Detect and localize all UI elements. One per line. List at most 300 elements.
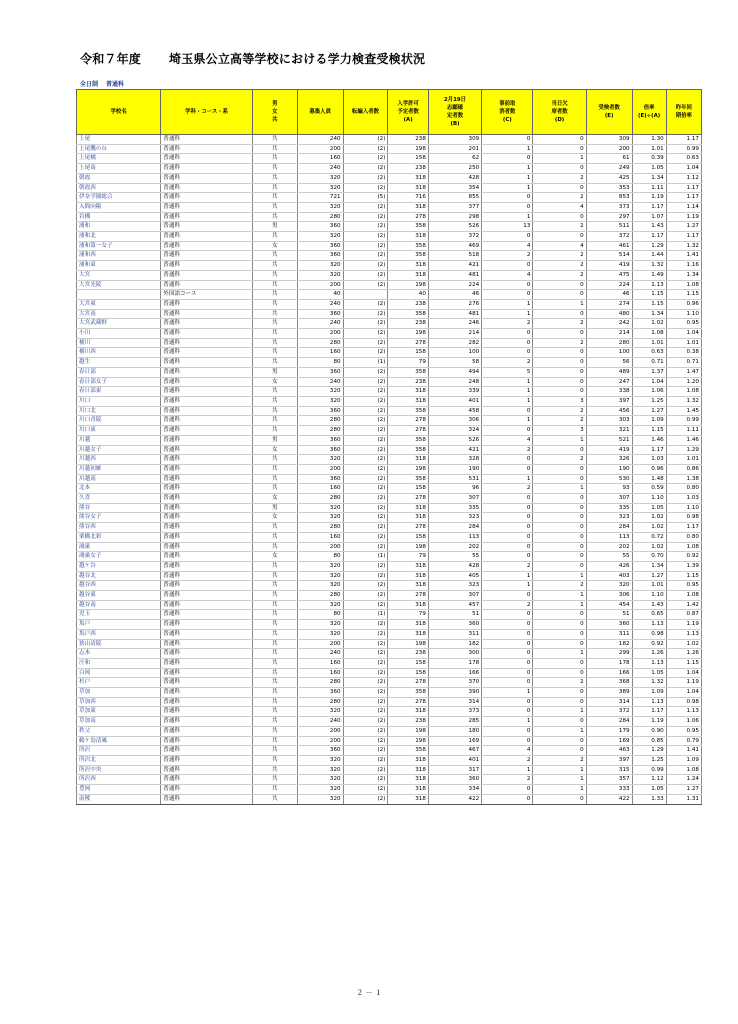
cell-school-name: 久喜 bbox=[77, 494, 161, 504]
table-row bbox=[77, 416, 702, 426]
cell-transfer: (2) bbox=[343, 377, 388, 387]
cell-school-name: 越谷南 bbox=[77, 600, 161, 610]
cell-ratio: 1.01 bbox=[632, 144, 666, 154]
cell-quota: 320 bbox=[297, 396, 343, 406]
cell-admit: 358 bbox=[388, 435, 429, 445]
cell-gender: 共 bbox=[252, 348, 297, 358]
cell-admit: 318 bbox=[388, 396, 429, 406]
cell-transfer: (2) bbox=[343, 222, 388, 232]
cell-examinees: 93 bbox=[586, 484, 632, 494]
cell-quota: 360 bbox=[297, 222, 343, 232]
table-row bbox=[77, 610, 702, 620]
cell-school-name: 所沢中央 bbox=[77, 765, 161, 775]
cell-ratio: 1.19 bbox=[632, 717, 666, 727]
cell-quota: 721 bbox=[297, 193, 343, 203]
cell-withdrawn: 1 bbox=[482, 765, 533, 775]
cell-transfer: (2) bbox=[343, 183, 388, 193]
cell-withdrawn: 0 bbox=[482, 610, 533, 620]
cell-course: 普通科 bbox=[161, 620, 253, 630]
cell-last-ratio: 1.15 bbox=[666, 658, 701, 668]
cell-admit: 318 bbox=[388, 232, 429, 242]
cell-school-name: 志木 bbox=[77, 649, 161, 659]
cell-course: 普通科 bbox=[161, 542, 253, 552]
cell-transfer: (2) bbox=[343, 726, 388, 736]
cell-ratio: 1.13 bbox=[632, 697, 666, 707]
cell-quota: 240 bbox=[297, 717, 343, 727]
cell-transfer: (2) bbox=[343, 620, 388, 630]
cell-examinees: 326 bbox=[586, 455, 632, 465]
table-row bbox=[77, 736, 702, 746]
cell-applicants: 285 bbox=[428, 717, 481, 727]
cell-applicants: 276 bbox=[428, 299, 481, 309]
cell-applicants: 401 bbox=[428, 396, 481, 406]
cell-gender: 男 bbox=[252, 222, 297, 232]
cell-examinees: 190 bbox=[586, 464, 632, 474]
cell-last-ratio: 1.34 bbox=[666, 270, 701, 280]
cell-school-name: 鴻巣女子 bbox=[77, 552, 161, 562]
cell-course: 普通科 bbox=[161, 639, 253, 649]
cell-ratio: 1.12 bbox=[632, 775, 666, 785]
cell-absent: 0 bbox=[533, 736, 586, 746]
cell-last-ratio: 1.15 bbox=[666, 290, 701, 300]
page-title bbox=[80, 50, 453, 67]
cell-quota: 80 bbox=[297, 358, 343, 368]
cell-gender: 共 bbox=[252, 794, 297, 804]
cell-applicants: 421 bbox=[428, 445, 481, 455]
cell-absent: 0 bbox=[533, 367, 586, 377]
cell-absent: 0 bbox=[533, 658, 586, 668]
cell-absent: 2 bbox=[533, 261, 586, 271]
cell-examinees: 360 bbox=[586, 620, 632, 630]
cell-admit: 318 bbox=[388, 620, 429, 630]
cell-quota: 320 bbox=[297, 707, 343, 717]
cell-admit: 318 bbox=[388, 794, 429, 804]
cell-absent: 0 bbox=[533, 746, 586, 756]
cell-applicants: 113 bbox=[428, 532, 481, 542]
cell-ratio: 0.92 bbox=[632, 639, 666, 649]
cell-gender: 共 bbox=[252, 193, 297, 203]
cell-transfer: (2) bbox=[343, 251, 388, 261]
cell-withdrawn: 0 bbox=[482, 707, 533, 717]
cell-withdrawn: 0 bbox=[482, 552, 533, 562]
cell-gender: 共 bbox=[252, 290, 297, 300]
table-row bbox=[77, 678, 702, 688]
cell-school-name: 入間向陽 bbox=[77, 202, 161, 212]
cell-examinees: 372 bbox=[586, 707, 632, 717]
cell-withdrawn: 0 bbox=[482, 591, 533, 601]
cell-school-name: 鶴ケ島清風 bbox=[77, 736, 161, 746]
table-header-row bbox=[77, 90, 702, 135]
cell-examinees: 389 bbox=[586, 688, 632, 698]
cell-admit: 318 bbox=[388, 571, 429, 581]
cell-admit: 318 bbox=[388, 387, 429, 397]
cell-absent: 1 bbox=[533, 484, 586, 494]
cell-last-ratio: 0.95 bbox=[666, 581, 701, 591]
cell-quota: 240 bbox=[297, 135, 343, 145]
cell-withdrawn: 1 bbox=[482, 387, 533, 397]
cell-quota: 280 bbox=[297, 416, 343, 426]
cell-quota: 280 bbox=[297, 591, 343, 601]
cell-school-name: 岩槻 bbox=[77, 212, 161, 222]
cell-absent: 0 bbox=[533, 135, 586, 145]
cell-course: 普通科 bbox=[161, 571, 253, 581]
cell-transfer: (2) bbox=[343, 416, 388, 426]
table-row bbox=[77, 523, 702, 533]
cell-transfer: (2) bbox=[343, 261, 388, 271]
cell-examinees: 297 bbox=[586, 212, 632, 222]
cell-absent: 0 bbox=[533, 348, 586, 358]
cell-transfer: (2) bbox=[343, 173, 388, 183]
cell-school-name: 伊奈学園総合 bbox=[77, 193, 161, 203]
cell-course: 普通科 bbox=[161, 232, 253, 242]
cell-admit: 318 bbox=[388, 600, 429, 610]
cell-withdrawn: 0 bbox=[482, 348, 533, 358]
cell-gender: 共 bbox=[252, 746, 297, 756]
cell-last-ratio: 1.17 bbox=[666, 135, 701, 145]
cell-absent: 0 bbox=[533, 697, 586, 707]
cell-absent: 0 bbox=[533, 183, 586, 193]
cell-withdrawn: 0 bbox=[482, 261, 533, 271]
cell-admit: 358 bbox=[388, 445, 429, 455]
cell-transfer: (2) bbox=[343, 581, 388, 591]
cell-last-ratio: 1.27 bbox=[666, 222, 701, 232]
cell-withdrawn: 1 bbox=[482, 396, 533, 406]
cell-course: 普通科 bbox=[161, 154, 253, 164]
cell-quota: 360 bbox=[297, 435, 343, 445]
cell-gender: 共 bbox=[252, 600, 297, 610]
cell-ratio: 0.72 bbox=[632, 532, 666, 542]
cell-ratio: 1.34 bbox=[632, 309, 666, 319]
cell-withdrawn: 2 bbox=[482, 358, 533, 368]
cell-course: 普通科 bbox=[161, 348, 253, 358]
cell-gender: 男 bbox=[252, 435, 297, 445]
cell-course: 普通科 bbox=[161, 668, 253, 678]
cell-transfer: (2) bbox=[343, 387, 388, 397]
cell-absent: 0 bbox=[533, 503, 586, 513]
table-row bbox=[77, 581, 702, 591]
cell-ratio: 1.30 bbox=[632, 135, 666, 145]
cell-absent: 0 bbox=[533, 212, 586, 222]
cell-withdrawn: 0 bbox=[482, 232, 533, 242]
cell-examinees: 425 bbox=[586, 173, 632, 183]
cell-last-ratio: 1.09 bbox=[666, 756, 701, 766]
cell-applicants: 481 bbox=[428, 309, 481, 319]
cell-examinees: 320 bbox=[586, 581, 632, 591]
cell-ratio: 1.04 bbox=[632, 377, 666, 387]
cell-transfer: (2) bbox=[343, 746, 388, 756]
cell-school-name: 春日部女子 bbox=[77, 377, 161, 387]
cell-course: 普通科 bbox=[161, 193, 253, 203]
cell-examinees: 511 bbox=[586, 222, 632, 232]
cell-ratio: 1.46 bbox=[632, 435, 666, 445]
table-row bbox=[77, 697, 702, 707]
cell-absent: 0 bbox=[533, 629, 586, 639]
cell-gender: 共 bbox=[252, 144, 297, 154]
cell-ratio: 0.71 bbox=[632, 358, 666, 368]
cell-gender: 共 bbox=[252, 775, 297, 785]
table-row bbox=[77, 591, 702, 601]
cell-withdrawn: 0 bbox=[482, 668, 533, 678]
cell-course: 普通科 bbox=[161, 329, 253, 339]
cell-ratio: 1.15 bbox=[632, 426, 666, 436]
cell-admit: 158 bbox=[388, 668, 429, 678]
cell-withdrawn: 0 bbox=[482, 280, 533, 290]
cell-withdrawn: 1 bbox=[482, 416, 533, 426]
cell-quota: 280 bbox=[297, 426, 343, 436]
cell-gender: 共 bbox=[252, 426, 297, 436]
table-row bbox=[77, 455, 702, 465]
cell-last-ratio: 0.63 bbox=[666, 154, 701, 164]
cell-withdrawn: 0 bbox=[482, 193, 533, 203]
cell-school-name: 川越初雁 bbox=[77, 464, 161, 474]
cell-school-name: 大宮光陵 bbox=[77, 280, 161, 290]
cell-quota: 320 bbox=[297, 261, 343, 271]
cell-quota: 320 bbox=[297, 756, 343, 766]
cell-school-name: 朝霞 bbox=[77, 173, 161, 183]
header-transfer: 転編入者数 bbox=[343, 90, 388, 135]
header-admit: 入学許可 予定者数 (A) bbox=[388, 90, 429, 135]
cell-absent: 2 bbox=[533, 270, 586, 280]
cell-withdrawn: 0 bbox=[482, 406, 533, 416]
table-row bbox=[77, 726, 702, 736]
cell-withdrawn: 0 bbox=[482, 639, 533, 649]
cell-transfer: (2) bbox=[343, 600, 388, 610]
table-row bbox=[77, 387, 702, 397]
header-absent: 当日欠 席者数 (D) bbox=[533, 90, 586, 135]
cell-ratio: 1.13 bbox=[632, 280, 666, 290]
cell-school-name: 草加東 bbox=[77, 707, 161, 717]
cell-quota: 160 bbox=[297, 154, 343, 164]
cell-applicants: 311 bbox=[428, 629, 481, 639]
cell-quota: 320 bbox=[297, 183, 343, 193]
table-row bbox=[77, 484, 702, 494]
cell-transfer: (2) bbox=[343, 697, 388, 707]
cell-examinees: 55 bbox=[586, 552, 632, 562]
cell-gender: 共 bbox=[252, 329, 297, 339]
cell-admit: 79 bbox=[388, 358, 429, 368]
cell-applicants: 428 bbox=[428, 173, 481, 183]
cell-quota: 200 bbox=[297, 639, 343, 649]
table-row bbox=[77, 785, 702, 795]
cell-gender: 共 bbox=[252, 406, 297, 416]
cell-quota: 280 bbox=[297, 697, 343, 707]
cell-ratio: 1.19 bbox=[632, 193, 666, 203]
cell-course: 普通科 bbox=[161, 756, 253, 766]
cell-gender: 共 bbox=[252, 358, 297, 368]
cell-school-name: 越谷東 bbox=[77, 591, 161, 601]
cell-quota: 320 bbox=[297, 794, 343, 804]
cell-absent: 0 bbox=[533, 620, 586, 630]
cell-school-name: 川越西 bbox=[77, 455, 161, 465]
cell-admit: 238 bbox=[388, 377, 429, 387]
table-row bbox=[77, 241, 702, 251]
cell-quota: 320 bbox=[297, 785, 343, 795]
cell-last-ratio: 1.11 bbox=[666, 426, 701, 436]
cell-school-name: 川口東 bbox=[77, 426, 161, 436]
cell-ratio: 1.01 bbox=[632, 338, 666, 348]
cell-applicants: 518 bbox=[428, 251, 481, 261]
cell-admit: 318 bbox=[388, 581, 429, 591]
cell-last-ratio: 0.95 bbox=[666, 319, 701, 329]
cell-applicants: 458 bbox=[428, 406, 481, 416]
cell-examinees: 489 bbox=[586, 367, 632, 377]
cell-withdrawn: 1 bbox=[482, 688, 533, 698]
cell-last-ratio: 1.26 bbox=[666, 649, 701, 659]
cell-gender: 共 bbox=[252, 707, 297, 717]
cell-applicants: 224 bbox=[428, 280, 481, 290]
cell-course: 普通科 bbox=[161, 270, 253, 280]
cell-examinees: 853 bbox=[586, 193, 632, 203]
cell-ratio: 1.43 bbox=[632, 222, 666, 232]
cell-course: 普通科 bbox=[161, 241, 253, 251]
cell-ratio: 1.13 bbox=[632, 620, 666, 630]
cell-gender: 女 bbox=[252, 494, 297, 504]
cell-course: 普通科 bbox=[161, 697, 253, 707]
table-row bbox=[77, 270, 702, 280]
table-row bbox=[77, 329, 702, 339]
cell-applicants: 96 bbox=[428, 484, 481, 494]
cell-examinees: 307 bbox=[586, 494, 632, 504]
cell-transfer: (1) bbox=[343, 610, 388, 620]
cell-course: 外国語コース bbox=[161, 290, 253, 300]
cell-ratio: 1.37 bbox=[632, 367, 666, 377]
cell-examinees: 323 bbox=[586, 513, 632, 523]
cell-absent: 0 bbox=[533, 668, 586, 678]
cell-withdrawn: 0 bbox=[482, 202, 533, 212]
cell-course: 普通科 bbox=[161, 765, 253, 775]
cell-last-ratio: 1.04 bbox=[666, 668, 701, 678]
cell-last-ratio: 1.19 bbox=[666, 678, 701, 688]
table-row bbox=[77, 154, 702, 164]
cell-absent: 0 bbox=[533, 552, 586, 562]
cell-last-ratio: 0.95 bbox=[666, 726, 701, 736]
cell-school-name: 川越女子 bbox=[77, 445, 161, 455]
table-row bbox=[77, 338, 702, 348]
cell-applicants: 169 bbox=[428, 736, 481, 746]
cell-last-ratio: 1.08 bbox=[666, 765, 701, 775]
cell-transfer: (2) bbox=[343, 367, 388, 377]
cell-transfer: (2) bbox=[343, 639, 388, 649]
cell-absent: 2 bbox=[533, 193, 586, 203]
cell-last-ratio: 0.38 bbox=[666, 348, 701, 358]
cell-absent: 0 bbox=[533, 280, 586, 290]
cell-ratio: 1.32 bbox=[632, 678, 666, 688]
cell-gender: 共 bbox=[252, 270, 297, 280]
cell-quota: 360 bbox=[297, 474, 343, 484]
cell-quota: 280 bbox=[297, 523, 343, 533]
cell-transfer: (2) bbox=[343, 503, 388, 513]
cell-quota: 160 bbox=[297, 532, 343, 542]
table-row bbox=[77, 620, 702, 630]
cell-gender: 共 bbox=[252, 416, 297, 426]
cell-absent: 1 bbox=[533, 785, 586, 795]
cell-examinees: 397 bbox=[586, 396, 632, 406]
cell-school-name: 浦和東 bbox=[77, 261, 161, 271]
cell-transfer: (2) bbox=[343, 135, 388, 145]
cell-ratio: 1.09 bbox=[632, 688, 666, 698]
header-quota: 募集人員 bbox=[297, 90, 343, 135]
cell-absent: 3 bbox=[533, 396, 586, 406]
cell-admit: 238 bbox=[388, 299, 429, 309]
cell-gender: 女 bbox=[252, 241, 297, 251]
cell-gender: 共 bbox=[252, 299, 297, 309]
cell-withdrawn: 0 bbox=[482, 464, 533, 474]
exam-status-table bbox=[76, 89, 702, 805]
cell-last-ratio: 1.13 bbox=[666, 707, 701, 717]
cell-examinees: 280 bbox=[586, 338, 632, 348]
cell-admit: 358 bbox=[388, 746, 429, 756]
cell-school-name: 上尾橘 bbox=[77, 154, 161, 164]
cell-examinees: 202 bbox=[586, 542, 632, 552]
table-row bbox=[77, 513, 702, 523]
cell-school-name: 熊谷西 bbox=[77, 523, 161, 533]
cell-withdrawn: 0 bbox=[482, 658, 533, 668]
cell-applicants: 248 bbox=[428, 377, 481, 387]
cell-applicants: 467 bbox=[428, 746, 481, 756]
cell-school-name: 杉戸 bbox=[77, 678, 161, 688]
cell-course: 普通科 bbox=[161, 309, 253, 319]
table-row bbox=[77, 435, 702, 445]
cell-course: 普通科 bbox=[161, 610, 253, 620]
cell-admit: 278 bbox=[388, 591, 429, 601]
table-row bbox=[77, 261, 702, 271]
cell-admit: 318 bbox=[388, 173, 429, 183]
cell-gender: 共 bbox=[252, 396, 297, 406]
cell-course: 普通科 bbox=[161, 532, 253, 542]
cell-quota: 360 bbox=[297, 746, 343, 756]
cell-course: 普通科 bbox=[161, 445, 253, 455]
cell-course: 普通科 bbox=[161, 726, 253, 736]
cell-ratio: 1.06 bbox=[632, 387, 666, 397]
cell-course: 普通科 bbox=[161, 455, 253, 465]
cell-quota: 360 bbox=[297, 241, 343, 251]
cell-gender: 共 bbox=[252, 571, 297, 581]
cell-applicants: 481 bbox=[428, 270, 481, 280]
cell-quota: 280 bbox=[297, 212, 343, 222]
cell-applicants: 401 bbox=[428, 756, 481, 766]
cell-transfer: (2) bbox=[343, 309, 388, 319]
cell-school-name: 小川 bbox=[77, 329, 161, 339]
cell-withdrawn: 0 bbox=[482, 329, 533, 339]
table-row bbox=[77, 396, 702, 406]
cell-course: 普通科 bbox=[161, 474, 253, 484]
cell-applicants: 202 bbox=[428, 542, 481, 552]
cell-admit: 358 bbox=[388, 367, 429, 377]
cell-admit: 278 bbox=[388, 678, 429, 688]
cell-examinees: 521 bbox=[586, 435, 632, 445]
cell-quota: 280 bbox=[297, 678, 343, 688]
cell-course: 普通科 bbox=[161, 775, 253, 785]
cell-last-ratio: 1.41 bbox=[666, 251, 701, 261]
cell-quota: 200 bbox=[297, 144, 343, 154]
cell-examinees: 214 bbox=[586, 329, 632, 339]
cell-admit: 318 bbox=[388, 183, 429, 193]
cell-admit: 198 bbox=[388, 280, 429, 290]
table-row bbox=[77, 717, 702, 727]
cell-gender: 共 bbox=[252, 338, 297, 348]
cell-withdrawn: 1 bbox=[482, 183, 533, 193]
cell-gender: 共 bbox=[252, 484, 297, 494]
cell-admit: 198 bbox=[388, 464, 429, 474]
cell-withdrawn: 1 bbox=[482, 212, 533, 222]
cell-absent: 1 bbox=[533, 435, 586, 445]
cell-gender: 共 bbox=[252, 202, 297, 212]
cell-absent: 2 bbox=[533, 222, 586, 232]
cell-ratio: 1.27 bbox=[632, 571, 666, 581]
cell-school-name: 川越 bbox=[77, 435, 161, 445]
cell-absent: 0 bbox=[533, 358, 586, 368]
cell-withdrawn: 0 bbox=[482, 455, 533, 465]
